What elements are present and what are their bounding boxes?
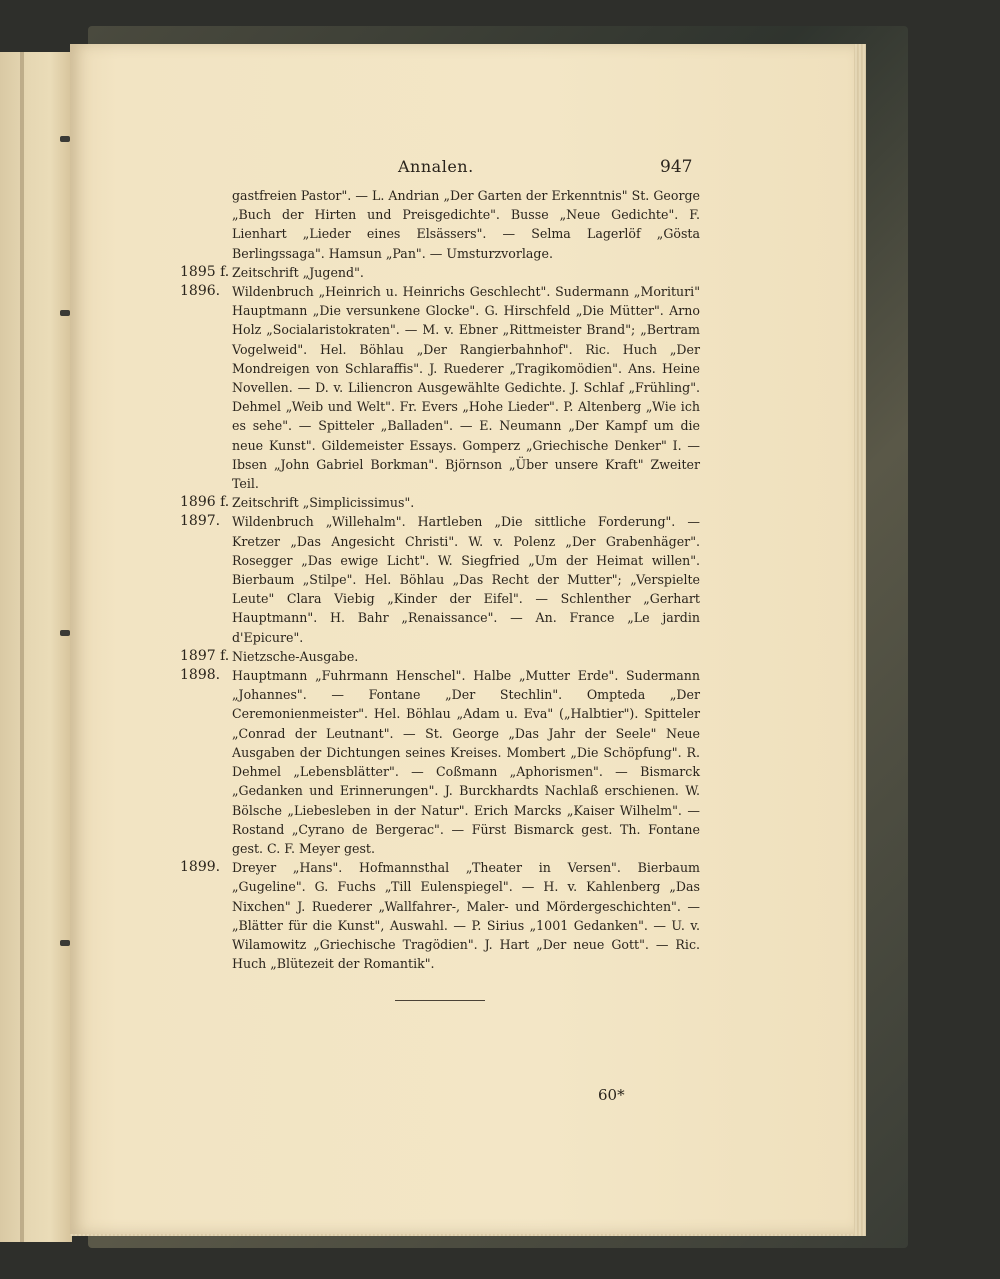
entry-year: 1898. — [180, 667, 221, 684]
entry-year: 1896. — [180, 283, 221, 300]
entry-year: 1897. — [180, 513, 221, 530]
left-page-edge — [20, 52, 24, 1242]
entry-year: 1897 f. — [180, 647, 230, 664]
entry-year: 1899. — [180, 859, 221, 876]
annals-entry — [180, 512, 700, 646]
entry-text: Hauptmann „Fuhrmann Henschel". Halbe „Mutter Erde". Sudermann „Johannes". — Fontane „Der Stechlin". Ompteda „Der Ceremonienmeister". Hel. Böhlau „Adam u. Eva" („Halbtier"). Spitteler „Conrad der Leutnant". — St. George „Das Jahr der Seele" Neue Ausgaben der Dichtungen seines Kreises. Mombert „Die Schöpfung". R. Dehmel „Lebensblätter". — Coßmann „Aphorismen". — Bismarck „Gedanken und Erinnerungen". J. Burckhardts Nachlaß erschienen. W. Bölsche „Liebesleben in der Natur". Erich Marcks „Kaiser Wilhelm". — Rostand „Cyrano de Bergerac". — Fürst Bismarck gest. Th. Fontane gest. C. F. Meyer gest. — [232, 668, 700, 856]
binding-stitch — [60, 136, 70, 142]
entry-year: 1895 f. — [180, 263, 230, 280]
entry-year: 1896 f. — [180, 494, 230, 511]
annals-entry — [180, 858, 700, 973]
binding-stitch — [60, 940, 70, 946]
entry-text: gastfreien Pastor". — L. Andrian „Der Garten der Erkenntnis" St. George „Buch der Hirten und Preisgedichte". Busse „Neue Gedichte". F. Lienhart „Lieder eines Elsässers". — Selma Lagerlöf „Gösta Berlingssaga". Hamsun „Pan". — Umsturzvorlage. — [232, 188, 700, 261]
entry-text: Zeitschrift „Simplicissimus". — [232, 495, 415, 511]
left-page — [0, 52, 72, 1242]
annals-list — [180, 186, 700, 973]
section-divider — [395, 1000, 485, 1001]
entry-text: Wildenbruch „Willehalm". Hartleben „Die sittliche Forderung". — Kretzer „Das Angesicht Christi". W. v. Polenz „Der Grabenhäger". Rosegger „Das ewige Licht". W. Siegfried „Um der Heimat willen". Bierbaum „Stilpe". Hel. Böhlau „Das Recht der Mutter"; „Verspielte Leute" Clara Viebig „Kinder der Eifel". — Schlenther „Gerhart Hauptmann". H. Bahr „Renaissance". — An. France „Le jardin d'Epicure". — [232, 514, 700, 645]
annals-entry — [180, 263, 700, 282]
annals-entry — [180, 493, 700, 512]
entry-text: Zeitschrift „Jugend". — [232, 264, 364, 280]
page-number: 947 — [660, 157, 693, 177]
binding-stitch — [60, 630, 70, 636]
annals-entry — [180, 186, 700, 263]
entry-text: Nietzsche-Ausgabe. — [232, 648, 359, 664]
entry-text: Dreyer „Hans". Hofmannsthal „Theater in Versen". Bierbaum „Gugeline". G. Fuchs „Till Eulenspiegel". — H. v. Kahlenberg „Das Nixchen" J. Ruederer „Wallfahrer-, Maler- und Mördergeschichten". — „Blätter für die Kunst", Auswahl. — P. Sirius „1001 Gedanken". — U. v. Wilamowitz „Griechische Tragödien". J. Hart „Der neue Gott". — Ric. Huch „Blütezeit der Romantik". — [232, 860, 700, 972]
running-header: Annalen. — [398, 157, 474, 176]
annals-entry — [180, 666, 700, 858]
binding-stitch — [60, 310, 70, 316]
annals-entry — [180, 282, 700, 493]
entry-year — [180, 186, 232, 263]
signature-mark: 60* — [598, 1086, 625, 1104]
annals-entry — [180, 647, 700, 666]
entry-text: Wildenbruch „Heinrich u. Heinrichs Geschlecht". Sudermann „Morituri" Hauptmann „Die versunkene Glocke". G. Hirschfeld „Die Mütter". Arno Holz „Socialaristokraten". — M. v. Ebner „Rittmeister Brand"; „Bertram Vogelweid". Hel. Böhlau „Der Rangierbahnhof". Ric. Huch „Der Mondreigen von Schlaraffis". J. Ruederer „Tragikomödien". Ans. Heine Novellen. — D. v. Liliencron Ausgewählte Gedichte. J. Schlaf „Frühling". Dehmel „Weib und Welt". Fr. Evers „Hohe Lieder". P. Altenberg „Wie ich es sehe". — Spitteler „Balladen". — E. Neumann „Der Kampf um die neue Kunst". Gildemeister Essays. Gomperz „Griechische Denker" I. — Ibsen „John Gabriel Borkman". Björnson „Über unsere Kraft" Zweiter Teil. — [232, 284, 700, 492]
